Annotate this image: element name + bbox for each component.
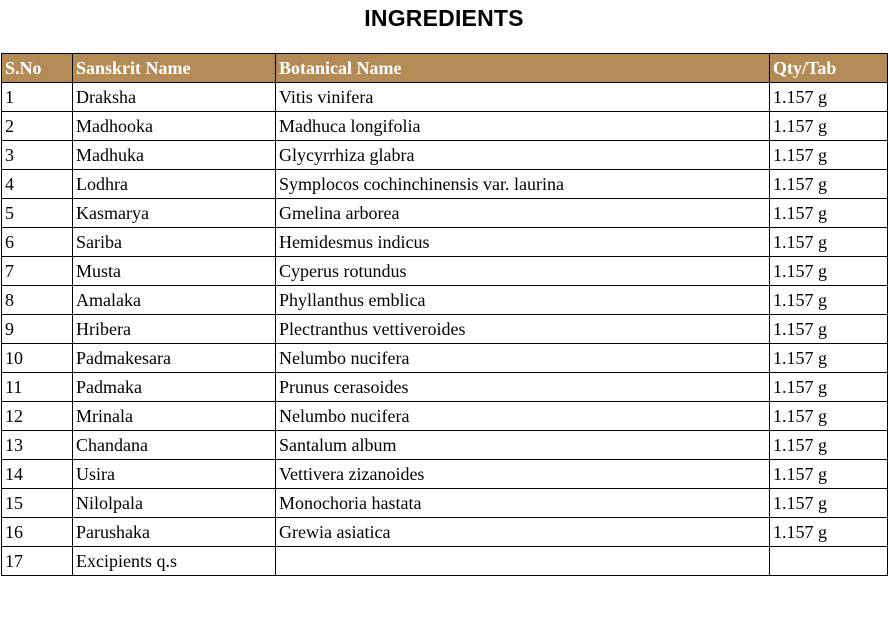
column-header-botanical-name: Botanical Name (276, 54, 770, 83)
cell-botanical-name: Monochoria hastata (276, 489, 770, 518)
cell-sanskrit-name: Nilolpala (73, 489, 276, 518)
cell-sno: 17 (2, 547, 73, 576)
cell-botanical-name: Cyperus rotundus (276, 257, 770, 286)
table-row (2, 547, 888, 576)
cell-sanskrit-name: Sariba (73, 228, 276, 257)
cell-qty: 1.157 g (770, 112, 888, 141)
table-row (2, 518, 888, 547)
table-row (2, 199, 888, 228)
cell-botanical-name: Glycyrrhiza glabra (276, 141, 770, 170)
table-row (2, 83, 888, 112)
cell-sno: 1 (2, 83, 73, 112)
cell-sno: 4 (2, 170, 73, 199)
cell-qty: 1.157 g (770, 344, 888, 373)
cell-sanskrit-name: Madhuka (73, 141, 276, 170)
cell-sno: 10 (2, 344, 73, 373)
cell-qty: 1.157 g (770, 489, 888, 518)
cell-qty: 1.157 g (770, 228, 888, 257)
table-row (2, 228, 888, 257)
cell-botanical-name: Grewia asiatica (276, 518, 770, 547)
cell-botanical-name: Gmelina arborea (276, 199, 770, 228)
page-title: INGREDIENTS (364, 5, 524, 31)
cell-botanical-name: Hemidesmus indicus (276, 228, 770, 257)
cell-botanical-name: Nelumbo nucifera (276, 344, 770, 373)
cell-sanskrit-name: Musta (73, 257, 276, 286)
cell-sno: 13 (2, 431, 73, 460)
column-header-sanskrit-name: Sanskrit Name (73, 54, 276, 83)
cell-botanical-name: Vettivera zizanoides (276, 460, 770, 489)
cell-sno: 6 (2, 228, 73, 257)
table-row (2, 489, 888, 518)
cell-sno: 16 (2, 518, 73, 547)
cell-sanskrit-name: Mrinala (73, 402, 276, 431)
table-row (2, 141, 888, 170)
table-row (2, 373, 888, 402)
cell-qty: 1.157 g (770, 257, 888, 286)
cell-botanical-name (276, 547, 770, 576)
cell-sno: 9 (2, 315, 73, 344)
cell-qty: 1.157 g (770, 199, 888, 228)
cell-qty: 1.157 g (770, 460, 888, 489)
column-header-qty-per-tab: Qty/Tab (770, 54, 888, 83)
cell-sanskrit-name: Padmaka (73, 373, 276, 402)
ingredients-table (1, 53, 888, 576)
table-header-row (2, 54, 888, 83)
cell-sno: 14 (2, 460, 73, 489)
cell-botanical-name: Vitis vinifera (276, 83, 770, 112)
table-row (2, 286, 888, 315)
table-row (2, 431, 888, 460)
table-row (2, 170, 888, 199)
cell-botanical-name: Santalum album (276, 431, 770, 460)
table-row (2, 402, 888, 431)
cell-botanical-name: Plectranthus vettiveroides (276, 315, 770, 344)
column-header-sno: S.No (2, 54, 73, 83)
cell-sanskrit-name: Usira (73, 460, 276, 489)
cell-botanical-name: Nelumbo nucifera (276, 402, 770, 431)
cell-botanical-name: Phyllanthus emblica (276, 286, 770, 315)
cell-sno: 11 (2, 373, 73, 402)
cell-sanskrit-name: Madhooka (73, 112, 276, 141)
cell-sanskrit-name: Hribera (73, 315, 276, 344)
cell-botanical-name: Prunus cerasoides (276, 373, 770, 402)
cell-sanskrit-name: Chandana (73, 431, 276, 460)
cell-sno: 7 (2, 257, 73, 286)
cell-qty: 1.157 g (770, 373, 888, 402)
cell-botanical-name: Symplocos cochinchinensis var. laurina (276, 170, 770, 199)
cell-sanskrit-name: Padmakesara (73, 344, 276, 373)
cell-qty: 1.157 g (770, 315, 888, 344)
cell-sno: 12 (2, 402, 73, 431)
cell-qty (770, 547, 888, 576)
table-row (2, 344, 888, 373)
cell-sno: 3 (2, 141, 73, 170)
cell-sanskrit-name: Amalaka (73, 286, 276, 315)
cell-qty: 1.157 g (770, 141, 888, 170)
cell-qty: 1.157 g (770, 170, 888, 199)
cell-sanskrit-name: Kasmarya (73, 199, 276, 228)
cell-sno: 2 (2, 112, 73, 141)
cell-sanskrit-name: Draksha (73, 83, 276, 112)
cell-sanskrit-name: Parushaka (73, 518, 276, 547)
cell-qty: 1.157 g (770, 431, 888, 460)
cell-qty: 1.157 g (770, 402, 888, 431)
cell-sanskrit-name: Excipients q.s (73, 547, 276, 576)
table-row (2, 315, 888, 344)
cell-sno: 5 (2, 199, 73, 228)
cell-sanskrit-name: Lodhra (73, 170, 276, 199)
cell-sno: 8 (2, 286, 73, 315)
table-row (2, 460, 888, 489)
cell-sno: 15 (2, 489, 73, 518)
cell-botanical-name: Madhuca longifolia (276, 112, 770, 141)
table-row (2, 257, 888, 286)
table-row (2, 112, 888, 141)
cell-qty: 1.157 g (770, 286, 888, 315)
cell-qty: 1.157 g (770, 83, 888, 112)
cell-qty: 1.157 g (770, 518, 888, 547)
